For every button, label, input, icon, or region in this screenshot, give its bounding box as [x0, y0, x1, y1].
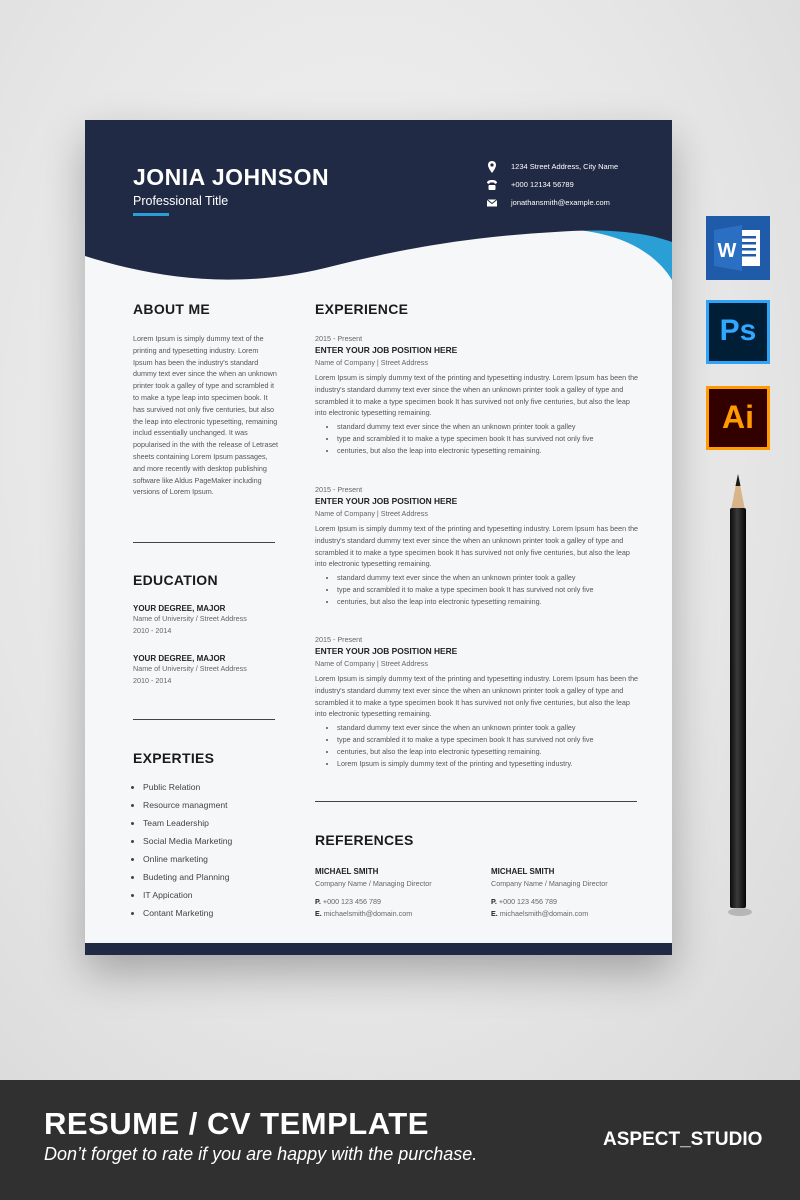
job-date: 2015 - Present: [315, 635, 363, 644]
job-company: Name of Company | Street Address: [315, 358, 428, 367]
reference-phone: [315, 896, 432, 908]
job-date: 2015 - Present: [315, 334, 363, 343]
title-underline: [133, 213, 169, 216]
mail-icon: [485, 196, 499, 210]
contact-email: [487, 198, 610, 207]
job-bullet: • centuries, but also the leap into electronic typesetting remaining.: [337, 445, 640, 457]
education-item: [133, 604, 283, 637]
email-text: jonathansmith@example.com: [511, 198, 610, 207]
contact-address: [487, 162, 618, 171]
expertise-item: • Contant Marketing: [143, 904, 232, 922]
phone-prefix: P.: [315, 897, 321, 906]
job-bullet: • standard dummy text ever since the when an unknown printer took a galley: [337, 722, 640, 734]
education-years: 2010 - 2014: [133, 676, 172, 685]
expertise-item: • Resource managment: [143, 796, 232, 814]
brand-name: ASPECT_STUDIO: [603, 1129, 763, 1150]
reference-item: [315, 866, 432, 920]
job-position: ENTER YOUR JOB POSITION HERE: [315, 496, 458, 506]
expertise-item: • IT Appication: [143, 886, 232, 904]
illustrator-app-icon: Ai: [706, 386, 770, 450]
footer-subtitle: Don’t forget to rate if you are happy with the purchase.: [44, 1144, 478, 1164]
about-text: Lorem Ipsum is simply dummy text of the printing and typesetting industry. Lorem Ipsum has been the industry's standard dummy text ever since the when an unknown printer took a galley of type and scrambled it to make a type leap into specimen book. It has survived not only five centuries, but also the leap into electronic typesetting, remaining includ essentially unchanged. It was popularised in the with the release of Letraset sheets containing Lorem Ipsum passages, and more recently with desktop publishing software like Aldus PageMaker including versions of Lorem Ipsum.: [133, 334, 279, 497]
reference-item: [491, 866, 608, 920]
expertise-item: • Budeting and Planning: [143, 868, 232, 886]
bottom-bar: [85, 943, 672, 955]
job-position: ENTER YOUR JOB POSITION HERE: [315, 345, 458, 355]
reference-name: MICHAEL SMITH: [315, 867, 379, 876]
word-logo: [706, 216, 770, 280]
word-app-icon: [706, 216, 770, 280]
resume-name: JONIA JOHNSON: [133, 164, 330, 190]
divider: [315, 801, 637, 802]
job-company: Name of Company | Street Address: [315, 509, 428, 518]
reference-email-value: michaelsmith@domain.com: [323, 909, 413, 918]
reference-phone-value: +000 123 456 789: [322, 897, 382, 906]
degree: YOUR DEGREE, MAJOR: [133, 604, 226, 613]
experience-heading: EXPERIENCE: [315, 301, 409, 317]
job-description: Lorem Ipsum is simply dummy text of the printing and typesetting industry. Lorem Ipsum has been the industry's standard dummy text ever since the when an unknown printer took a galley of type and scrambled it to make a type specimen book It has survived not only five centuries, but also the leap into electronic typesetting remaining.: [315, 524, 639, 569]
footer-title: RESUME / CV TEMPLATE: [44, 1106, 429, 1141]
job-position: ENTER YOUR JOB POSITION HERE: [315, 646, 458, 656]
job-bullet: • centuries, but also the leap into electronic typesetting remaining.: [337, 596, 640, 608]
job-date: 2015 - Present: [315, 485, 363, 494]
university: Name of University / Street Address: [133, 664, 247, 673]
resume-page: [85, 120, 672, 955]
email-prefix: E.: [491, 909, 498, 918]
expertise-heading: EXPERTIES: [133, 750, 215, 766]
expertise-item: • Team Leadership: [143, 814, 232, 832]
reference-email-value: michaelsmith@domain.com: [499, 909, 589, 918]
university: Name of University / Street Address: [133, 614, 247, 623]
job-bullets: [315, 722, 640, 769]
experience-item: [315, 333, 640, 457]
job-bullet: • centuries, but also the leap into electronic typesetting remaining.: [337, 746, 640, 758]
divider: [133, 542, 275, 543]
email-prefix: E.: [315, 909, 322, 918]
job-bullet: • type and scrambled it to make a type specimen book It has survived not only five: [337, 734, 640, 746]
phone-icon: [485, 178, 499, 192]
education-years: 2010 - 2014: [133, 626, 172, 635]
job-bullet: • standard dummy text ever since the when an unknown printer took a galley: [337, 572, 640, 584]
job-description: Lorem Ipsum is simply dummy text of the printing and typesetting industry. Lorem Ipsum has been the industry's standard dummy text ever since the when an unknown printer took a galley of type and scrambled it to make a type specimen book It has survived not only five centuries, but also the leap into electronic typesetting remaining.: [315, 674, 639, 719]
experience-item: [315, 634, 640, 769]
job-bullet: • standard dummy text ever since the when an unknown printer took a galley: [337, 421, 640, 433]
about-heading: ABOUT ME: [133, 301, 211, 317]
job-bullets: [315, 572, 640, 607]
reference-role: Company Name / Managing Director: [491, 879, 608, 888]
job-description: Lorem Ipsum is simply dummy text of the printing and typesetting industry. Lorem Ipsum has been the industry's standard dummy text ever since the when an unknown printer took a galley of type and scrambled it to make a type specimen book It has survived not only five centuries, but also the leap into electronic typesetting remaining.: [315, 373, 639, 418]
reference-email: [491, 908, 608, 920]
word-letter: W: [717, 240, 737, 262]
job-company: Name of Company | Street Address: [315, 659, 428, 668]
expertise-item: • Online marketing: [143, 850, 232, 868]
expertise-item: • Social Media Marketing: [143, 832, 232, 850]
job-bullets: [315, 421, 640, 456]
expertise-list: [133, 778, 232, 922]
reference-email: [315, 908, 432, 920]
pencil-icon: [718, 472, 758, 917]
reference-name: MICHAEL SMITH: [491, 867, 555, 876]
photoshop-app-icon: Ps: [706, 300, 770, 364]
expertise-item: • Public Relation: [143, 778, 232, 796]
header-wave: [85, 120, 672, 310]
job-bullet: • Lorem Ipsum is simply dummy text of the printing and typesetting industry.: [337, 758, 640, 770]
experience-item: [315, 484, 640, 608]
phone-text: +000 12134 56789: [511, 180, 574, 189]
education-item: [133, 654, 283, 687]
footer-banner: [0, 1080, 800, 1200]
references-heading: REFERENCES: [315, 832, 414, 848]
reference-role: Company Name / Managing Director: [315, 879, 432, 888]
divider: [133, 719, 275, 720]
job-bullet: • type and scrambled it to make a type specimen book It has survived not only five: [337, 584, 640, 596]
degree: YOUR DEGREE, MAJOR: [133, 654, 226, 663]
location-pin-icon: [485, 160, 499, 174]
phone-prefix: P.: [491, 897, 497, 906]
education-heading: EDUCATION: [133, 572, 218, 588]
address-text: 1234 Street Address, City Name: [511, 162, 619, 171]
contact-phone: [487, 180, 574, 189]
reference-phone: [491, 896, 608, 908]
job-bullet: • type and scrambled it to make a type specimen book It has survived not only five: [337, 433, 640, 445]
professional-title: Professional Title: [133, 194, 229, 208]
reference-phone-value: +000 123 456 789: [498, 897, 558, 906]
